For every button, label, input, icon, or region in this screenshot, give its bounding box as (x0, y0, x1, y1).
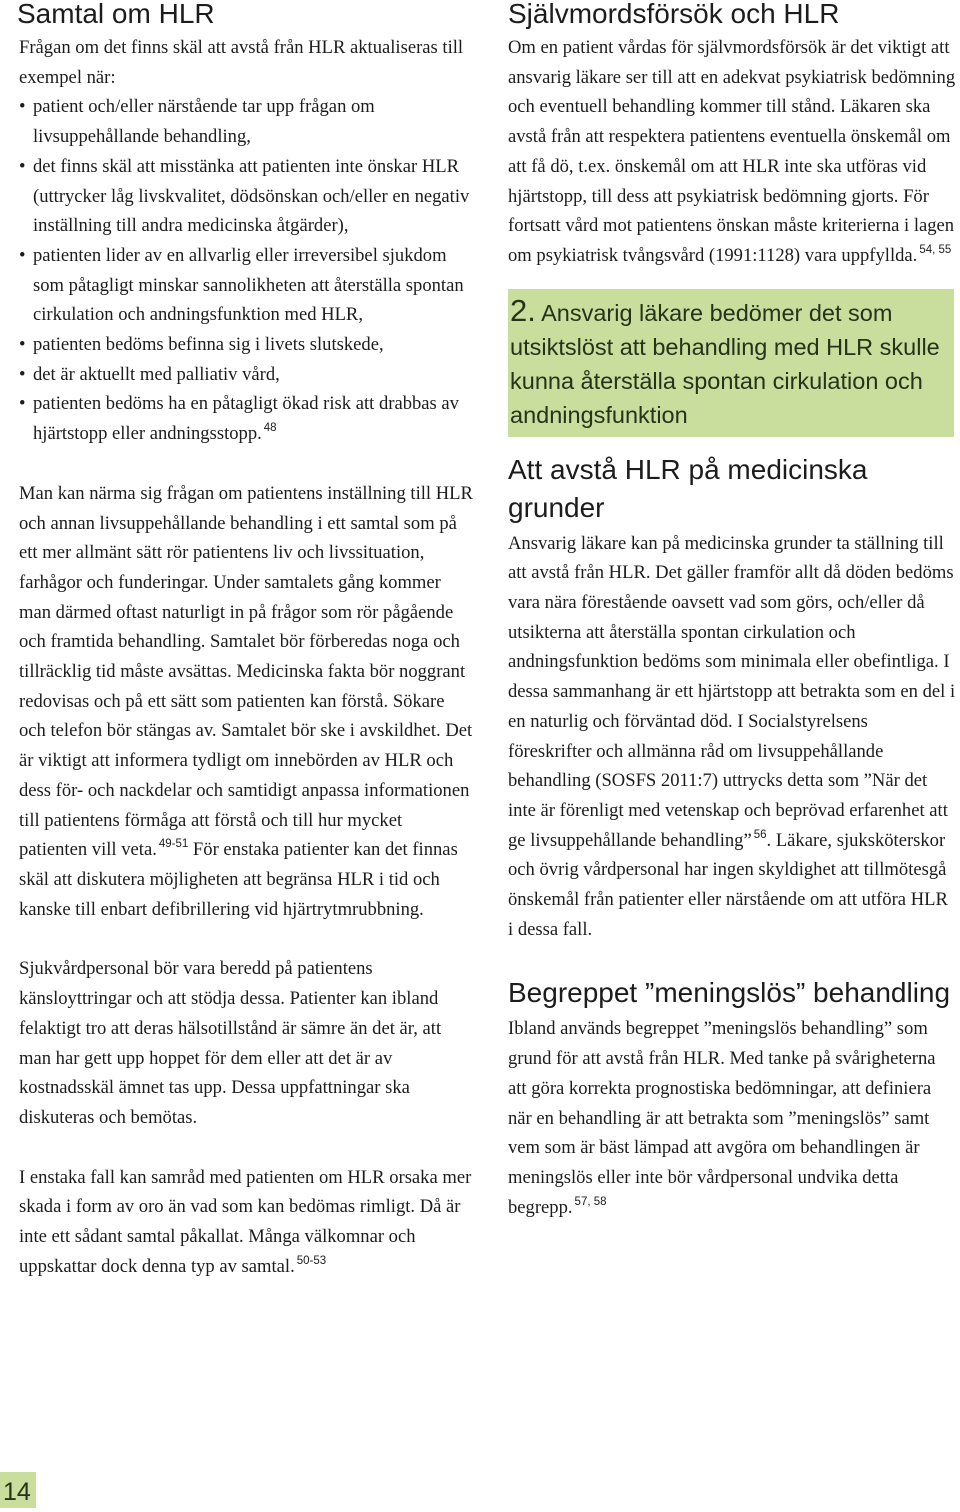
reference-superscript: 56 (753, 828, 767, 841)
left-column (19, 0, 473, 1281)
heading-medicinska-grunder: Att avstå HLR på medicinska grunder (508, 453, 868, 523)
body-paragraph: Ibland används begreppet ”meningslös behandling” som grund för att avstå från HLR. Med tanke på svårigheterna att göra korrekta prognostiska bedömningar, att definiera när en behandling är att betrakta som ”meningslös” samt vem som är bäst lämpad att avgöra om behandlingen är meningslös eller inte bör vårdpersonal undvika detta begrepp. $^{57, 58}$ (508, 1018, 936, 1218)
section-title-samtal: Samtal om HLR (17, 0, 215, 29)
intro-paragraph: Frågan om det finns skäl att avstå från HLR aktualiseras till exempel när: (19, 37, 464, 88)
list-item: • det är aktuellt med palliativ vård, (19, 360, 473, 390)
reference-superscript: 50-53 (296, 1254, 327, 1267)
numbered-callout-box (508, 289, 954, 437)
reference-superscript: 57, 58 (574, 1195, 607, 1208)
reference-superscript: 54, 55 (919, 243, 952, 256)
body-paragraph: Om en patient vårdas för självmordsförsök är det viktigt att ansvarig läkare ser till att en adekvat psykiatrisk bedömning och eventuell behandling kommer till stånd. Läkaren ska avstå från att respektera patientens eventuella önskemål om att få dö, t.ex. önskemål om att HLR inte ska utföras vid hjärtstopp, till dess att psykiatrisk bedömning gjorts. För fortsatt vård mot patientens önskan måste kriterierna i lagen om psykiatrisk tvångsvård (1991:1128) vara uppfyllda. $^{54, 55}$ (508, 37, 956, 266)
body-paragraph: I enstaka fall kan samråd med patienten om HLR orsaka mer skada i form av oro än vad som kan bedömas rimligt. Då är inte ett sådant samtal påkallat. Många välkomnar och uppskattar dock denna typ av samtal. $^{50-53}$ (19, 1166, 472, 1277)
reference-superscript: 48 (263, 422, 277, 435)
heading-meningslos: Begreppet ”meningslös” behandling (508, 977, 951, 1009)
list-item: • patienten bedöms ha en påtagligt ökad risk att drabbas av hjärtstopp eller andningsstopp. $^{48}$ (19, 389, 473, 448)
body-paragraph: Ansvarig läkare kan på medicinska grunder ta ställning till att avstå från HLR. Det gäller framför allt då döden bedöms vara nära förestående oavsett vad som görs, och/eller då utsikterna att återställa spontan cirkulation och andningsfunktion bedöms som minimala eller obefintliga. I dessa sammanhang är ett hjärtstopp att betrakta som en del i en naturlig och förväntad död. I Socialstyrelsens föreskrifter och allmänna råd om livsuppehållande behandling (SOSFS 2011:7) uttrycks detta som ”När det inte är förenligt med vetenskap och beprövad erfarenhet att ge livsuppehållande behandling” $^{56}$. Läkare, sjuksköterskor och övrig vårdpersonal har ingen skyldighet att tillmötesgå önskemål från patienter eller närstående om att utföra HLR i dessa fall. (508, 532, 956, 940)
list-item: • det finns skäl att misstänka att patienten inte önskar HLR (uttrycker låg livskvalitet, dödsönskan och/eller en negativ inställning till andra medicinska åtgärder), (19, 152, 473, 241)
reference-superscript: 49-51 (158, 838, 189, 851)
callout-text: Ansvarig läkare bedömer det som utsiktslöst att behandling med HLR skulle kunna återställa spontan cirkulation och andningsfunktion (510, 299, 940, 428)
callout-number: 2. (510, 292, 536, 328)
right-column (508, 0, 956, 1222)
body-paragraph: Man kan närma sig frågan om patientens inställning till HLR och annan livsuppehållande behandling i ett samtal som på ett mer allmänt sätt rör patientens liv och livssituation, farhågor och funderingar. Under samtalets gång kommer man därmed oftast naturligt in på frågor som rör pågående och framtida behandling. Samtalet bör förberedas noga och tillräcklig tid måste avsättas. Medicinska fakta bör noggrant redovisas och på ett sätt som patienten kan förstå. Sökare och telefon bör stängas av. Samtalet bör ske i avskildhet. Det är viktigt att informera tydligt om innebörden av HLR och dess för- och nackdelar och samtidigt anpassa informationen till patientens förmåga att förstå och till hur mycket patienten vill veta. $^{49-51}$ För enstaka patienter kan det finnas skäl att diskutera möjligheten att begränsa HLR i tid och kanske till enbart defibrillering vid hjärtrytmrubbning. (19, 482, 473, 920)
list-item: • patienten bedöms befinna sig i livets slutskede, (19, 330, 473, 360)
page-number: 14 (0, 1472, 36, 1508)
list-item: • patienten lider av en allvarlig eller irreversibel sjukdom som påtagligt minskar sannolikheten att återställa spontan cirkulation och andningsfunktion med HLR, (19, 241, 473, 330)
criteria-list (19, 92, 473, 448)
section-title-sjalvmord: Självmordsförsök och HLR (508, 0, 840, 29)
body-paragraph: Sjukvårdpersonal bör vara beredd på patientens känsloyttringar och att stödja dessa. Patienter kan ibland felaktigt tro att deras hälsotillstånd är sämre än det är, att man har gett upp hoppet för dem eller att det är av kostnadsskäl ämnet tas upp. Dessa uppfattningar ska diskuteras och bemötas. (19, 958, 442, 1128)
list-item: • patient och/eller närstående tar upp frågan om livsuppehållande behandling, (19, 92, 473, 151)
